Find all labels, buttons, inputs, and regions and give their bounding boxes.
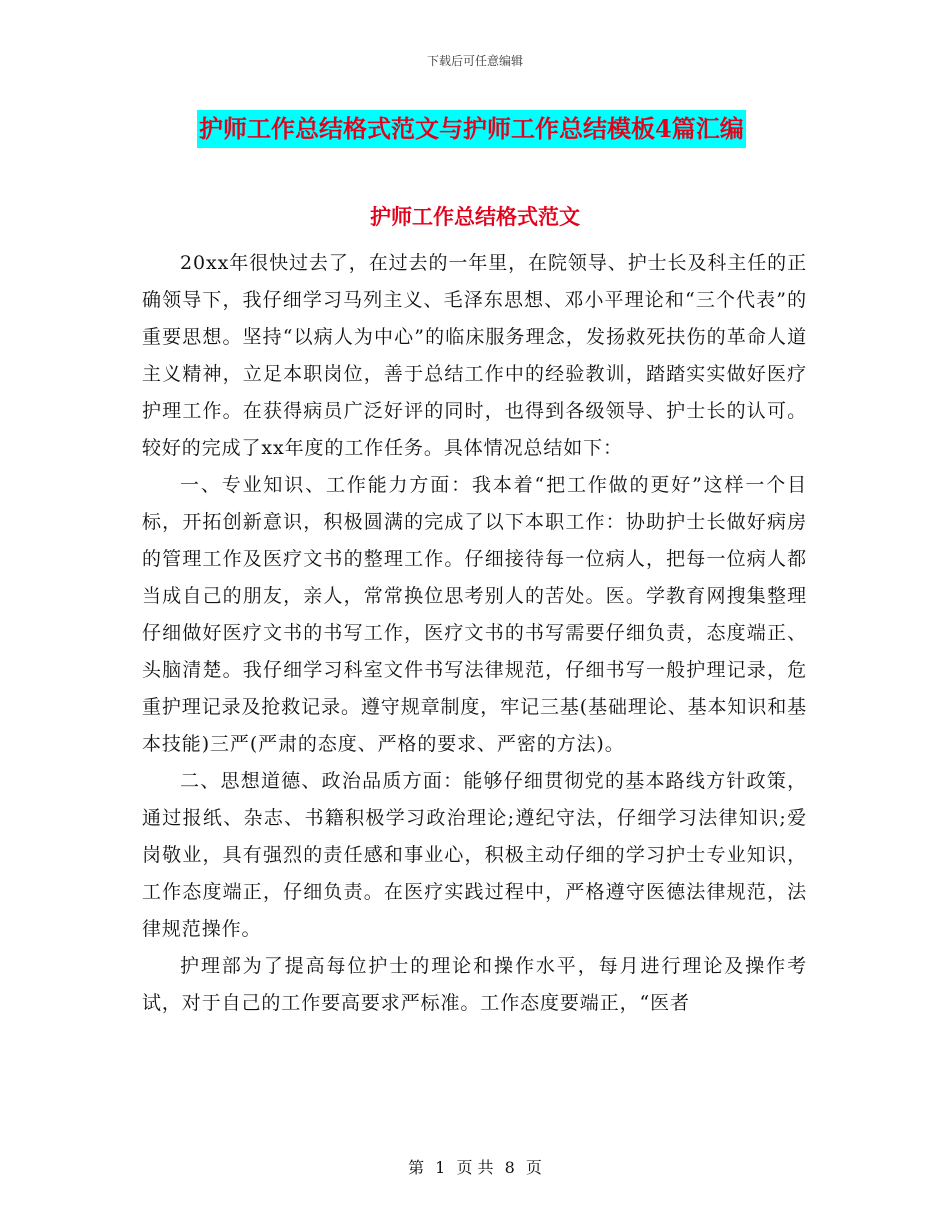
page-total: 8 [504, 1158, 515, 1177]
page-label-prefix: 第 [408, 1158, 425, 1177]
paragraph: 二、思想道德、政治品质方面：能够仔细贯彻党的基本路线方针政策，通过报纸、杂志、书籍积极学习政治理论;遵纪守法，仔细学习法律知识;爱岗敬业，具有强烈的责任感和事业心，积极主动仔细的学习护士专业知识，工作态度端正，仔细负责。在医疗实践过程中，严格遵守医德法律规范，法律规范操作。 [142, 770, 807, 940]
page-label-suffix: 页 [525, 1158, 542, 1177]
document-title: 护师工作总结格式范文与护师工作总结模板4篇汇编 [197, 110, 746, 148]
document-body [142, 245, 807, 1022]
paragraph: 20xx年很快过去了，在过去的一年里，在院领导、护士长及科主任的正确领导下，我仔细学习马列主义、毛泽东思想、邓小平理论和“三个代表”的重要思想。坚持“以病人为中心”的临床服务理念，发扬救死扶伤的革命人道主义精神，立足本职岗位，善于总结工作中的经验教训，踏踏实实做好医疗护理工作。在获得病员广泛好评的同时，也得到各级领导、护士长的认可。较好的完成了xx年度的工作任务。具体情况总结如下： [142, 252, 807, 459]
page-header-note: 下载后可任意编辑 [426, 54, 523, 68]
page-footer [0, 1155, 950, 1178]
page-label-mid: 页 共 [456, 1158, 494, 1177]
section-title: 护师工作总结格式范文 [370, 204, 580, 229]
paragraph: 护理部为了提高每位护士的理论和操作水平，每月进行理论及操作考试，对于自己的工作要高要求严标准。工作态度要端正，“医者 [142, 955, 807, 1014]
paragraph: 一、专业知识、工作能力方面：我本着“把工作做的更好”这样一个目标，开拓创新意识，积极圆满的完成了以下本职工作：协助护士长做好病房的管理工作及医疗文书的整理工作。仔细接待每一位病人，把每一位病人都当成自己的朋友，亲人，常常换位思考别人的苦处。医。学教育网搜集整理仔细做好医疗文书的书写工作，医疗文书的书写需要仔细负责，态度端正、头脑清楚。我仔细学习科室文件书写法律规范，仔细书写一般护理记录，危重护理记录及抢救记录。遵守规章制度，牢记三基(基础理论、基本知识和基本技能)三严(严肃的态度、严格的要求、严密的方法)。 [142, 474, 808, 755]
page-number: 1 [435, 1158, 446, 1177]
